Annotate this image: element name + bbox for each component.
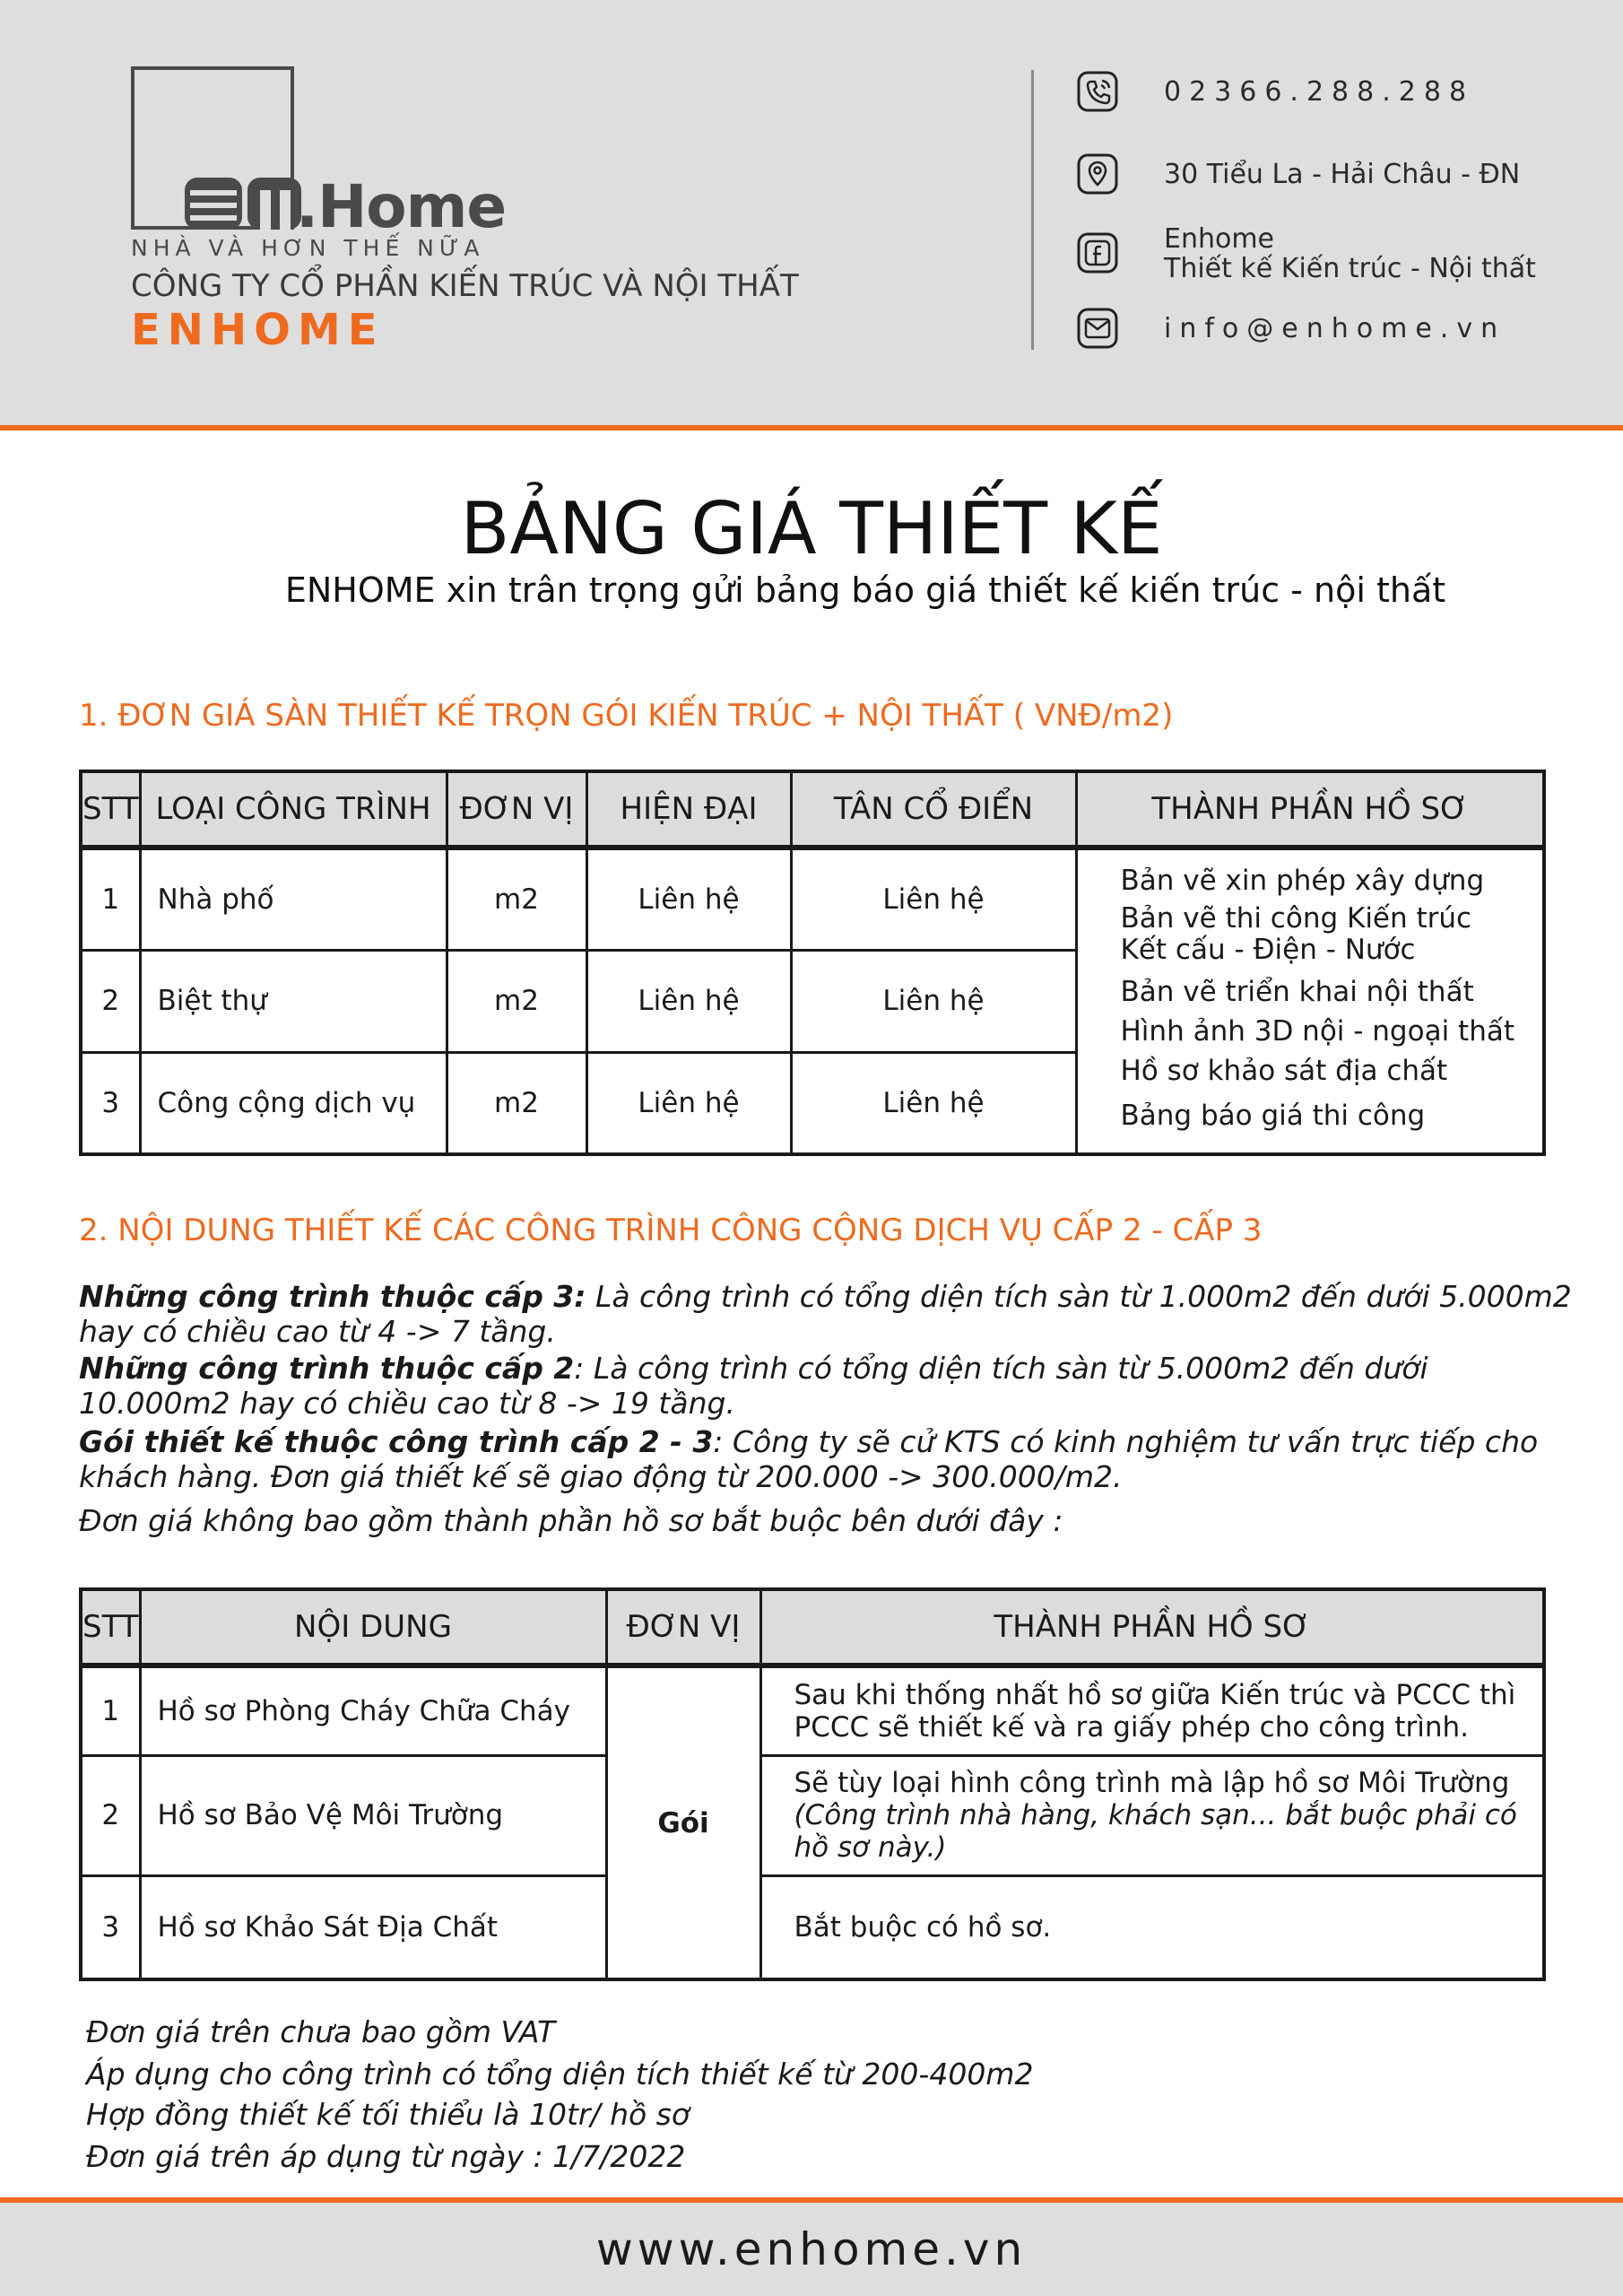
contact-address: 30 Tiểu La - Hải Châu - ĐN (1164, 159, 1521, 190)
building-type: Nhà phố (140, 848, 447, 950)
column-header: TÂN CỔ ĐIỂN (791, 771, 1076, 848)
row-number: 2 (81, 950, 140, 1052)
website-link[interactable]: www.enhome.vn (595, 2223, 1028, 2275)
table-row (81, 1875, 1544, 1979)
paragraph-package (79, 1424, 1576, 1494)
document-item: Bản vẽ triển khai nội thất (1120, 976, 1474, 1008)
paragraph-exclusion (79, 1503, 1576, 1538)
table-header-row (81, 771, 1544, 848)
column-header: HIỆN ĐẠI (586, 771, 791, 848)
column-header: STT (81, 1589, 140, 1665)
note-minimum: Hợp đồng thiết kế tối thiểu là 10tr/ hồ sơ (86, 2097, 690, 2132)
content-cell: Hồ sơ Bảo Vệ Môi Trường (140, 1755, 606, 1875)
document-item: Kết cấu - Điện - Nước (1120, 934, 1416, 966)
contact-phone[interactable]: 02366.288.288 (1164, 76, 1475, 108)
column-header: NỘI DUNG (140, 1589, 606, 1665)
paragraph-level2 (79, 1351, 1576, 1421)
note-text: Sau khi thống nhất hồ sơ giữa Kiến trúc và PCCC thì PCCC sẽ thiết kế và ra giấy phép cho công trình. (794, 1678, 1516, 1744)
contact-facebook-desc: Thiết kế Kiến trúc - Nội thất (1164, 253, 1536, 284)
modern-price: Liên hệ (586, 848, 791, 950)
modern-price: Liên hệ (586, 950, 791, 1052)
note-cell (760, 1665, 1544, 1755)
neoclassic-price: Liên hệ (791, 848, 1076, 950)
page-title: BẢNG GIÁ THIẾT KẾ (460, 487, 1163, 570)
paragraph-text: : Là công trình có tổng diện tích sàn từ 5.000m2 đến dưới 10.000m2 hay có chiều cao từ 8 -> 19 tầng. (79, 1351, 1428, 1421)
note-text: Bắt buộc có hồ sơ. (794, 1910, 1052, 1944)
row-number: 3 (81, 1875, 140, 1979)
logo-text: .Home (296, 172, 507, 241)
table-header-row (81, 1589, 1544, 1665)
documents-cell (1076, 848, 1544, 1154)
content-cell: Hồ sơ Phòng Cháy Chữa Cháy (140, 1665, 606, 1755)
unit: m2 (447, 1052, 586, 1154)
row-number: 3 (81, 1052, 140, 1154)
note-italic: (Công trình nhà hàng, khách sạn... bắt buộc phải có hồ sơ này.) (794, 1799, 1517, 1864)
note-cell (760, 1755, 1544, 1875)
content-cell: Hồ sơ Khảo Sát Địa Chất (140, 1875, 606, 1979)
building-type: Biệt thự (140, 950, 447, 1052)
column-header: ĐƠN VỊ (447, 771, 586, 848)
paragraph-text: Là công trình có tổng diện tích sàn từ 1.000m2 đến dưới 5.000m2 hay có chiều cao từ 4 -> 7 tầng. (79, 1279, 1572, 1349)
section2-heading: 2. NỘI DUNG THIẾT KẾ CÁC CÔNG TRÌNH CÔNG CỘNG DỊCH VỤ CẤP 2 - CẤP 3 (79, 1213, 1263, 1248)
column-header: THÀNH PHẦN HỒ SƠ (1076, 771, 1544, 848)
document-item: Hình ảnh 3D nội - ngoại thất (1120, 1015, 1515, 1048)
paragraph-level3 (79, 1279, 1576, 1349)
mail-icon (1076, 307, 1119, 350)
required-docs-table (79, 1587, 1546, 1981)
phone-icon (1076, 70, 1119, 113)
location-icon (1076, 152, 1119, 196)
company-name: CÔNG TY CỔ PHẦN KIẾN TRÚC VÀ NỘI THẤT (131, 268, 799, 304)
column-header: LOẠI CÔNG TRÌNH (140, 771, 447, 848)
logo-tagline: NHÀ VÀ HƠN THẾ NỮA (131, 235, 485, 261)
page-subtitle: ENHOME xin trân trọng gửi bảng báo giá thiết kế kiến trúc - nội thất (284, 570, 1446, 610)
paragraph-label: Gói thiết kế thuộc công trình cấp 2 - 3 (79, 1424, 714, 1459)
building-type: Công cộng dịch vụ (140, 1052, 447, 1154)
paragraph-text: : Công ty sẽ cử KTS có kinh nghiệm tư vấn trực tiếp cho khách hàng. Đơn giá thiết kế sẽ giao động từ 200.000 -> 300.000/m2. (79, 1424, 1539, 1494)
neoclassic-price: Liên hệ (791, 1052, 1076, 1154)
contact-email[interactable]: info@enhome.vn (1164, 313, 1506, 344)
row-number: 2 (81, 1755, 140, 1875)
paragraph-label: Những công trình thuộc cấp 3: (79, 1279, 586, 1314)
row-number: 1 (81, 1665, 140, 1755)
document-item: Bản vẽ thi công Kiến trúc (1120, 902, 1472, 935)
logo-mark-icon (185, 178, 301, 230)
note-vat: Đơn giá trên chưa bao gồm VAT (86, 2014, 556, 2049)
company-brand: ENHOME (131, 305, 385, 355)
header-divider (1031, 70, 1034, 350)
contact-facebook-name[interactable]: Enhome (1164, 223, 1275, 255)
facebook-icon (1076, 231, 1119, 274)
section1-heading: 1. ĐƠN GIÁ SÀN THIẾT KẾ TRỌN GÓI KIẾN TRÚC + NỘI THẤT ( VNĐ/m2) (79, 698, 1174, 734)
document-item: Bảng báo giá thi công (1120, 1100, 1426, 1132)
unit-cell: Gói (606, 1665, 760, 1979)
column-header: STT (81, 771, 140, 848)
note-cell (760, 1875, 1544, 1979)
paragraph-label: Những công trình thuộc cấp 2 (79, 1351, 575, 1386)
page-header (0, 0, 1623, 430)
note-text: Sẽ tùy loại hình công trình mà lập hồ sơ Môi Trường (794, 1767, 1510, 1799)
note-effective-date: Đơn giá trên áp dụng từ ngày : 1/7/2022 (86, 2139, 686, 2174)
table-row (81, 848, 1544, 950)
note-area: Áp dụng cho công trình có tổng diện tích thiết kế từ 200-400m2 (86, 2057, 1034, 2092)
unit: m2 (447, 848, 586, 950)
table-row (81, 1755, 1544, 1875)
column-header: THÀNH PHẦN HỒ SƠ (760, 1589, 1544, 1665)
page-footer (0, 2197, 1623, 2296)
table-row (81, 1665, 1544, 1755)
document-item: Bản vẽ xin phép xây dựng (1120, 865, 1485, 897)
document-item: Hồ sơ khảo sát địa chất (1120, 1055, 1448, 1087)
unit: m2 (447, 950, 586, 1052)
neoclassic-price: Liên hệ (791, 950, 1076, 1052)
column-header: ĐƠN VỊ (606, 1589, 760, 1665)
paragraph-text: Đơn giá không bao gồm thành phần hồ sơ bắt buộc bên dưới đây : (79, 1503, 1063, 1538)
modern-price: Liên hệ (586, 1052, 791, 1154)
design-price-table (79, 770, 1546, 1156)
row-number: 1 (81, 848, 140, 950)
